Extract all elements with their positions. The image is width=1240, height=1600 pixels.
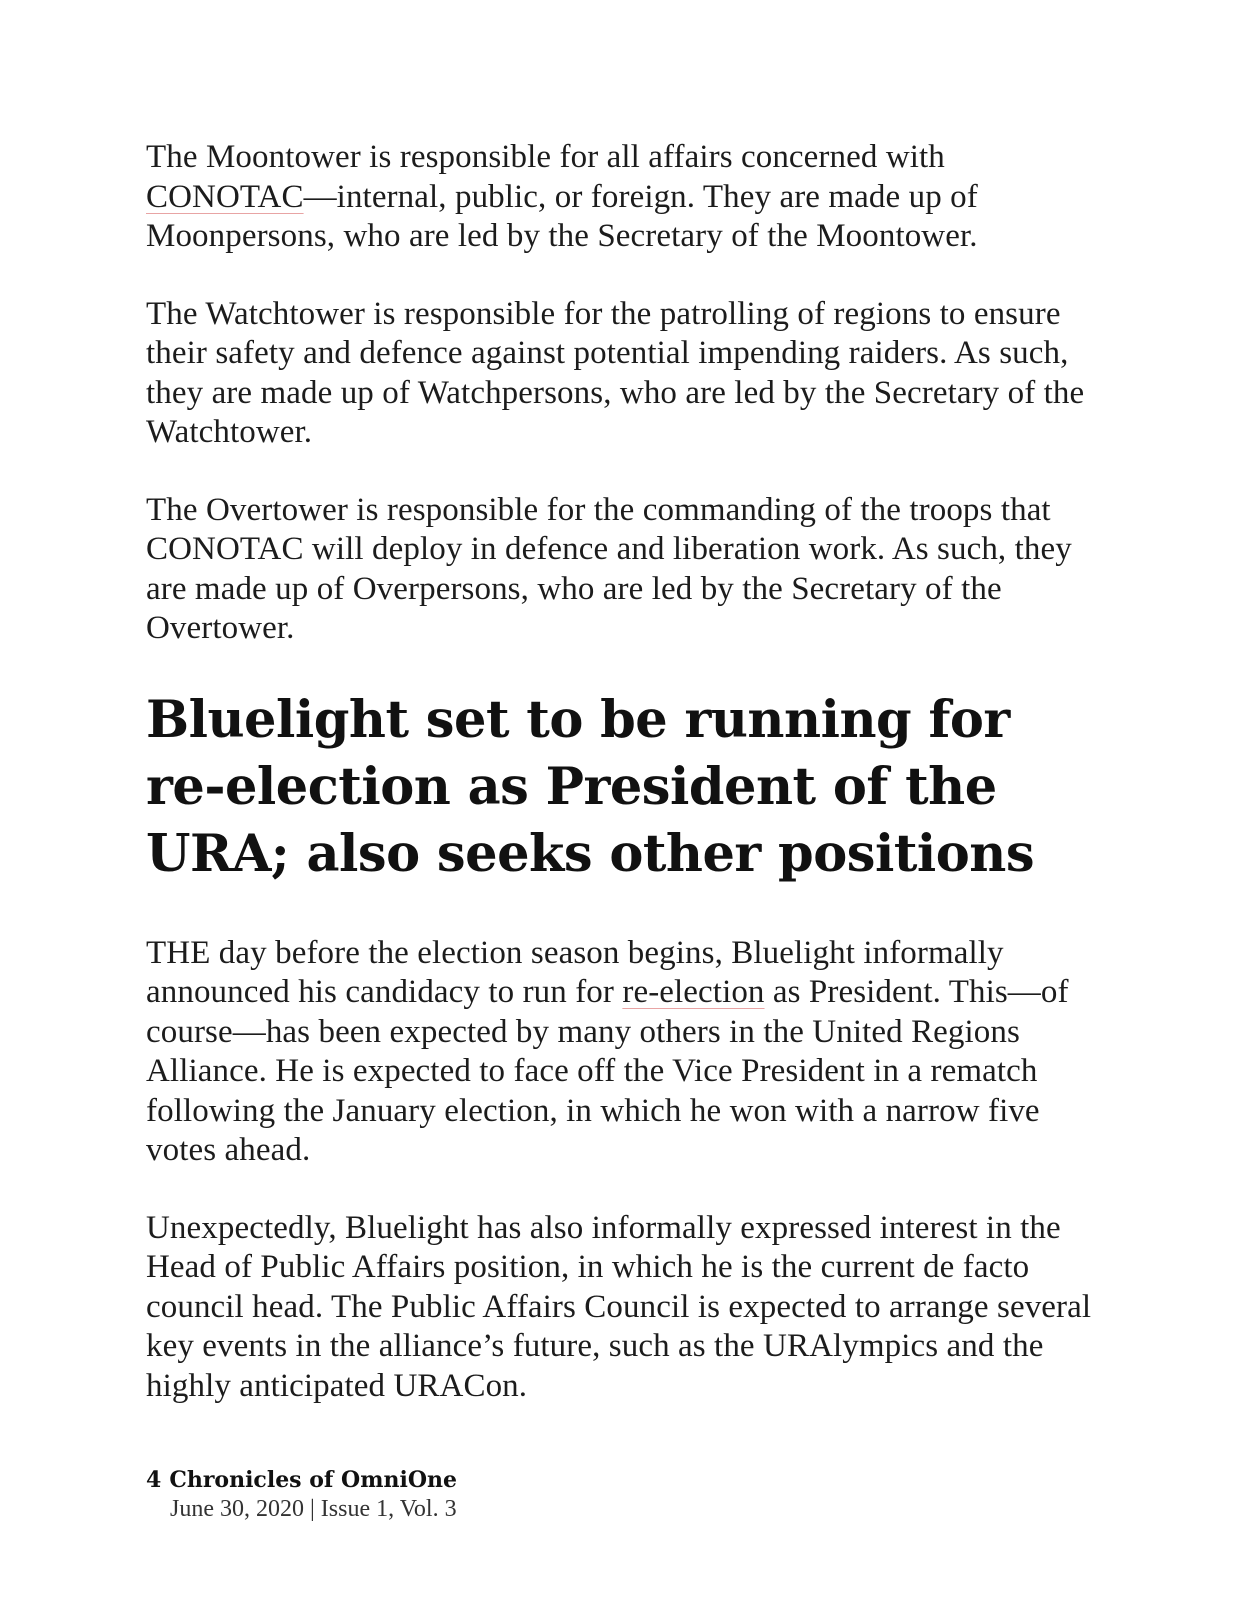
paragraph-text: as President. This—of course—has been expected by many others in the United Regions Alliance. He is expected to face off the Vice President in a rematch following the January election, in which he won with a narrow five votes ahead. [146,974,1069,1168]
page-footer [146,1466,457,1524]
paragraph-moontower [146,138,1096,257]
paragraph-watchtower: The Watchtower is responsible for the patrolling of regions to ensure their safety and defence against potential impending raiders. As such, they are made up of Watchpersons, who are led by the Secretary of the Watchtower. [146,295,1085,450]
paragraph-public-affairs: Unexpectedly, Bluelight has also informally expressed interest in the Head of Public Affairs position, in which he is the current de facto council head. The Public Affairs Council is expected to arrange several key events in the alliance’s future, such as the URAlympics and the highly anticipated URACon. [146,1209,1092,1404]
spellcheck-word: re-election [622,974,765,1010]
paragraph-text: THE day before the election season begins, Bluelight informally announced his candidacy to run for [146,934,1004,1010]
paragraph-text: —internal, public, or foreign. They are made up of Moonpersons, who are led by the Secretary of the Moontower. [146,178,978,254]
paragraph-overtower: The Overtower is responsible for the commanding of the troops that CONOTAC will deploy in defence and liberation work. As such, they are made up of Overpersons, who are led by the Secretary of the Overtower. [146,491,1072,646]
issue-line: June 30, 2020 | Issue 1, Vol. 3 [170,1496,457,1522]
page-number: 4 [146,1467,162,1493]
publication-name: Chronicles of OmniOne [169,1467,457,1493]
article-headline: Bluelight set to be running for re-election as President of the URA; also seeks other positions [146,689,1035,884]
paragraph-text: The Moontower is responsible for all affairs concerned with [146,139,945,175]
footer-masthead [146,1466,457,1494]
spellcheck-word: CONOTAC [146,178,304,215]
paragraph-candidacy [146,934,1096,1171]
page-content [146,138,1096,1444]
